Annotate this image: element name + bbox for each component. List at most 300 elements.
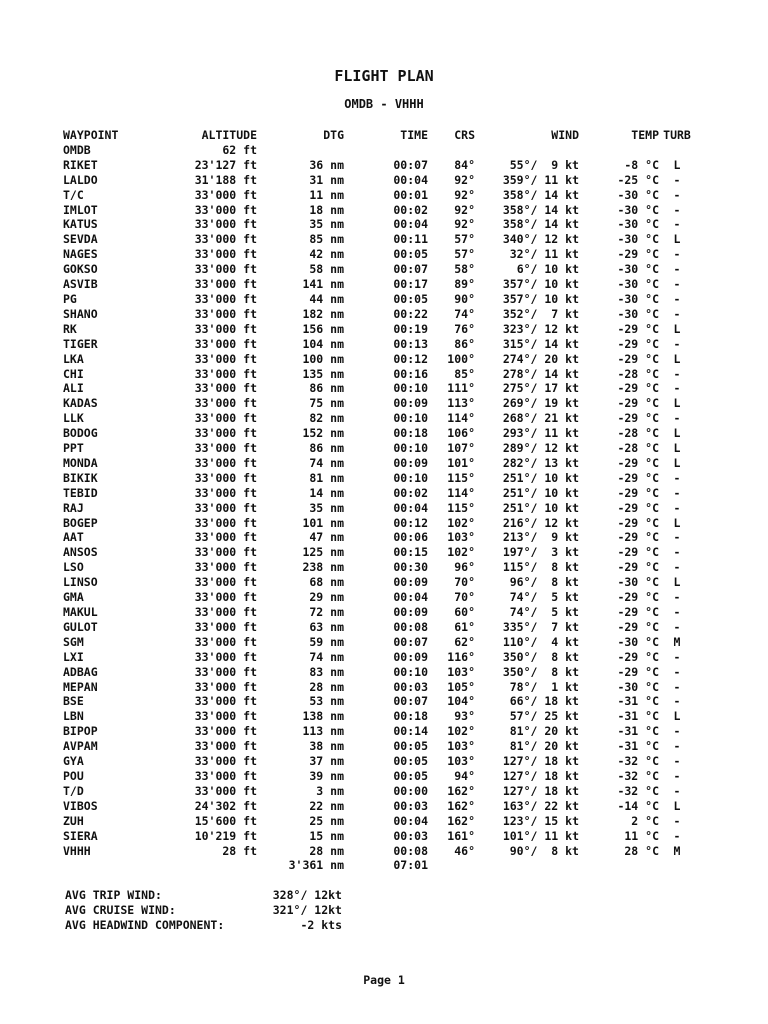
table-row	[63, 471, 695, 486]
course-cell: 85°	[454, 366, 475, 381]
table-row	[63, 754, 695, 769]
waypoint-cell: RIKET	[63, 157, 98, 172]
dtg-cell: 35 nm	[309, 217, 344, 232]
turbulence-cell: -	[673, 485, 681, 500]
table-row	[63, 292, 695, 307]
waypoint-cell: GOKSO	[63, 262, 98, 277]
time-cell: 00:01	[393, 187, 428, 202]
altitude-cell: 33'000 ft	[194, 709, 257, 724]
table-row	[63, 575, 695, 590]
time-cell: 00:09	[393, 396, 428, 411]
waypoint-cell: ADBAG	[63, 664, 98, 679]
table-row	[63, 724, 695, 739]
waypoint-cell: SHANO	[63, 306, 98, 321]
dtg-cell: 125 nm	[302, 545, 344, 560]
altitude-cell: 33'000 ft	[194, 247, 257, 262]
time-cell: 00:12	[393, 515, 428, 530]
wind-cell: 352°/ 7 kt	[502, 306, 579, 321]
dtg-cell: 37 nm	[309, 754, 344, 769]
time-cell: 00:07	[393, 157, 428, 172]
table-row	[63, 516, 695, 531]
avg-headwind-value: -2 kts	[300, 918, 342, 932]
course-cell: 62°	[454, 634, 475, 649]
course-cell: 102°	[447, 724, 475, 739]
waypoint-cell: BSE	[63, 694, 84, 709]
dtg-cell: 113 nm	[302, 724, 344, 739]
table-row	[63, 844, 695, 859]
turbulence-cell: L	[673, 798, 681, 813]
time-cell: 00:04	[393, 172, 428, 187]
wind-cell: 358°/ 14 kt	[502, 202, 579, 217]
altitude-cell: 33'000 ft	[194, 277, 257, 292]
turbulence-cell: -	[673, 247, 681, 262]
temp-cell: -29 °C	[617, 605, 659, 619]
dtg-cell: 36 nm	[309, 157, 344, 172]
altitude-cell: 33'000 ft	[194, 783, 257, 798]
temp-cell: -28 °C	[617, 366, 659, 381]
table-row	[63, 158, 695, 173]
altitude-cell: 33'000 ft	[194, 381, 257, 396]
waypoint-cell: OMDB	[63, 142, 91, 157]
course-cell	[428, 143, 475, 158]
waypoint-cell: T/C	[63, 187, 84, 202]
time-cell: 00:18	[393, 426, 428, 441]
wind-cell: 127°/ 18 kt	[502, 768, 579, 783]
turbulence-cell: L	[673, 351, 681, 366]
course-cell: 102°	[447, 515, 475, 530]
altitude-cell: 33'000 ft	[194, 336, 257, 351]
turbulence-cell: L	[673, 575, 681, 590]
wind-cell: 81°/ 20 kt	[509, 739, 579, 754]
turbulence-cell: -	[673, 828, 681, 843]
dtg-cell: 82 nm	[309, 411, 344, 426]
temp-cell: -30 °C	[617, 217, 659, 232]
avg-cruise-wind-value: 321°/ 12kt	[272, 903, 342, 917]
waypoint-cell: GULOT	[63, 619, 98, 634]
wind-cell: 74°/ 5 kt	[509, 590, 579, 605]
course-cell: 70°	[454, 575, 475, 590]
altitude-cell: 33'000 ft	[194, 545, 257, 560]
waypoint-cell: RK	[63, 321, 77, 336]
turbulence-cell: -	[673, 187, 681, 202]
dtg-cell: 42 nm	[309, 247, 344, 262]
dtg-cell: 74 nm	[309, 455, 344, 470]
table-row	[63, 545, 695, 560]
time-cell	[344, 143, 428, 158]
wind-cell: 197°/ 3 kt	[502, 545, 579, 560]
dtg-cell: 22 nm	[309, 798, 344, 813]
altitude-cell: 33'000 ft	[194, 694, 257, 709]
totals-spacer	[475, 858, 579, 873]
turbulence-cell: M	[673, 634, 681, 649]
altitude-cell: 33'000 ft	[194, 411, 257, 426]
altitude-cell: 33'000 ft	[194, 560, 257, 575]
waypoint-cell: ANSOS	[63, 545, 98, 560]
turbulence-cell: L	[673, 441, 681, 456]
table-row	[63, 605, 695, 620]
waypoint-cell: RAJ	[63, 500, 84, 515]
table-row	[63, 620, 695, 635]
dtg-cell: 14 nm	[309, 485, 344, 500]
wind-cell: 323°/ 12 kt	[502, 321, 579, 336]
table-row	[63, 560, 695, 575]
waypoint-cell: GYA	[63, 754, 84, 769]
waypoint-cell: VHHH	[63, 843, 91, 858]
altitude-cell: 33'000 ft	[194, 306, 257, 321]
table-row	[63, 203, 695, 218]
course-cell: 92°	[454, 172, 475, 187]
altitude-cell: 33'000 ft	[194, 187, 257, 202]
waypoint-cell: CHI	[63, 366, 84, 381]
course-cell: 114°	[447, 485, 475, 500]
wind-cell: 275°/ 17 kt	[502, 381, 579, 396]
turbulence-cell: -	[673, 694, 681, 709]
header-altitude: ALTITUDE	[201, 128, 257, 142]
wind-cell: 90°/ 8 kt	[509, 843, 579, 858]
waypoint-cell: LXI	[63, 649, 84, 664]
time-cell: 00:05	[393, 291, 428, 306]
temp-cell: -28 °C	[617, 441, 659, 456]
turbulence-cell: -	[673, 619, 681, 634]
course-cell: 70°	[454, 590, 475, 605]
temp-cell: -29 °C	[617, 336, 659, 351]
time-cell: 00:02	[393, 485, 428, 500]
turbulence-cell: -	[673, 500, 681, 515]
temp-cell: -29 °C	[617, 649, 659, 664]
dtg-cell: 156 nm	[302, 321, 344, 336]
course-cell: 111°	[447, 381, 475, 396]
temp-cell: -29 °C	[617, 590, 659, 605]
time-cell: 00:04	[393, 500, 428, 515]
table-row	[63, 739, 695, 754]
dtg-cell: 59 nm	[309, 634, 344, 649]
dtg-cell: 58 nm	[309, 262, 344, 277]
dtg-cell: 31 nm	[309, 172, 344, 187]
time-cell: 00:06	[393, 530, 428, 545]
table-row	[63, 337, 695, 352]
temp-cell: 28 °C	[624, 843, 659, 858]
course-cell: 106°	[447, 426, 475, 441]
temp-cell: -29 °C	[617, 396, 659, 411]
wind-cell: 251°/ 10 kt	[502, 500, 579, 515]
wind-cell: 269°/ 19 kt	[502, 396, 579, 411]
table-row	[63, 381, 695, 396]
altitude-cell: 33'000 ft	[194, 530, 257, 545]
dtg-cell: 53 nm	[309, 694, 344, 709]
time-cell: 00:09	[393, 649, 428, 664]
time-cell: 00:10	[393, 381, 428, 396]
temp-cell: -30 °C	[617, 679, 659, 694]
altitude-cell: 15'600 ft	[194, 813, 257, 828]
table-row	[63, 680, 695, 695]
waypoint-cell: NAGES	[63, 247, 98, 262]
altitude-cell: 33'000 ft	[194, 649, 257, 664]
time-cell: 00:04	[393, 590, 428, 605]
temp-cell: -25 °C	[617, 172, 659, 187]
table-row	[63, 352, 695, 367]
time-cell: 00:07	[393, 694, 428, 709]
course-cell: 94°	[454, 768, 475, 783]
turbulence-cell: -	[673, 679, 681, 694]
dtg-cell: 63 nm	[309, 619, 344, 634]
wind-cell: 123°/ 15 kt	[502, 813, 579, 828]
temp-cell: -29 °C	[617, 619, 659, 634]
turbulence-cell: L	[673, 157, 681, 172]
time-cell: 00:09	[393, 575, 428, 590]
time-cell: 00:30	[393, 560, 428, 575]
temp-cell: -31 °C	[617, 709, 659, 724]
header-waypoint: WAYPOINT	[63, 128, 119, 142]
altitude-cell: 33'000 ft	[194, 679, 257, 694]
altitude-cell: 33'000 ft	[194, 619, 257, 634]
wind-cell: 57°/ 25 kt	[509, 709, 579, 724]
time-cell: 00:02	[393, 202, 428, 217]
course-cell: 103°	[447, 739, 475, 754]
dtg-cell: 11 nm	[309, 187, 344, 202]
temp-cell: -31 °C	[617, 739, 659, 754]
altitude-cell: 33'000 ft	[194, 217, 257, 232]
temp-cell: -30 °C	[617, 202, 659, 217]
course-cell: 86°	[454, 336, 475, 351]
time-cell: 00:04	[393, 813, 428, 828]
header-turb: TURB	[663, 128, 691, 142]
table-row	[63, 307, 695, 322]
course-cell: 105°	[447, 679, 475, 694]
temp-cell: -29 °C	[617, 664, 659, 679]
time-cell: 00:10	[393, 664, 428, 679]
turbulence-cell: -	[673, 754, 681, 769]
table-row	[63, 247, 695, 262]
time-cell: 00:05	[393, 768, 428, 783]
time-cell: 00:00	[393, 783, 428, 798]
table-row	[63, 769, 695, 784]
wind-cell: 358°/ 14 kt	[502, 217, 579, 232]
turbulence-cell: -	[673, 172, 681, 187]
temp-cell: -30 °C	[617, 291, 659, 306]
turbulence-cell: L	[673, 455, 681, 470]
course-cell: 46°	[454, 843, 475, 858]
dtg-cell: 25 nm	[309, 813, 344, 828]
time-cell: 00:08	[393, 843, 428, 858]
course-cell: 113°	[447, 396, 475, 411]
course-cell: 92°	[454, 202, 475, 217]
turbulence-cell: -	[673, 590, 681, 605]
dtg-cell: 28 nm	[309, 843, 344, 858]
time-cell: 00:15	[393, 545, 428, 560]
table-row	[63, 814, 695, 829]
waypoint-cell: BOGEP	[63, 515, 98, 530]
wind-cell: 55°/ 9 kt	[509, 157, 579, 172]
turbulence-cell: -	[673, 724, 681, 739]
table-row	[63, 367, 695, 382]
wind-cell: 289°/ 12 kt	[502, 441, 579, 456]
waypoint-cell: KADAS	[63, 396, 98, 411]
wind-cell: 163°/ 22 kt	[502, 798, 579, 813]
course-cell: 57°	[454, 247, 475, 262]
dtg-cell: 138 nm	[302, 709, 344, 724]
dtg-cell: 29 nm	[309, 590, 344, 605]
turbulence-cell: -	[673, 739, 681, 754]
waypoint-cell: LALDO	[63, 172, 98, 187]
altitude-cell: 33'000 ft	[194, 739, 257, 754]
dtg-cell: 182 nm	[302, 306, 344, 321]
temp-cell: -30 °C	[617, 262, 659, 277]
total-dtg: 3'361 nm	[288, 858, 344, 873]
altitude-cell: 28 ft	[222, 843, 257, 858]
time-cell: 00:10	[393, 470, 428, 485]
course-cell: 115°	[447, 500, 475, 515]
time-cell: 00:11	[393, 232, 428, 247]
turbulence-cell: -	[673, 366, 681, 381]
totals-spacer	[659, 858, 695, 873]
turbulence-cell	[659, 143, 695, 158]
dtg-cell: 44 nm	[309, 291, 344, 306]
turbulence-cell: -	[673, 277, 681, 292]
time-cell: 00:05	[393, 247, 428, 262]
wind-cell: 350°/ 8 kt	[502, 664, 579, 679]
waypoint-cell: MONDA	[63, 455, 98, 470]
wind-cell: 357°/ 10 kt	[502, 291, 579, 306]
table-row	[63, 530, 695, 545]
wind-cell: 213°/ 9 kt	[502, 530, 579, 545]
dtg-cell: 72 nm	[309, 605, 344, 619]
course-cell: 115°	[447, 470, 475, 485]
turbulence-cell: L	[673, 426, 681, 441]
time-cell: 00:03	[393, 798, 428, 813]
route-subtitle: OMDB - VHHH	[344, 97, 424, 111]
dtg-cell: 238 nm	[302, 560, 344, 575]
wind-cell: 101°/ 11 kt	[502, 828, 579, 843]
course-cell: 162°	[447, 783, 475, 798]
temp-cell: -30 °C	[617, 306, 659, 321]
table-row	[63, 665, 695, 680]
altitude-cell: 33'000 ft	[194, 634, 257, 649]
course-cell: 90°	[454, 291, 475, 306]
wind-cell: 359°/ 11 kt	[502, 172, 579, 187]
waypoint-cell: ALI	[63, 381, 84, 396]
course-cell: 104°	[447, 694, 475, 709]
turbulence-cell: -	[673, 262, 681, 277]
time-cell: 00:07	[393, 262, 428, 277]
course-cell: 92°	[454, 217, 475, 232]
table-row	[63, 456, 695, 471]
temp-cell: -30 °C	[617, 277, 659, 292]
course-cell: 107°	[447, 441, 475, 456]
wind-cell: 127°/ 18 kt	[502, 754, 579, 769]
time-cell: 00:08	[393, 619, 428, 634]
wind-cell	[475, 143, 579, 158]
turbulence-cell: -	[673, 306, 681, 321]
page-number: Page 1	[363, 973, 405, 987]
document-title: FLIGHT PLAN	[334, 67, 434, 85]
time-cell: 00:05	[393, 739, 428, 754]
waypoint-cell: PG	[63, 291, 77, 306]
altitude-cell: 33'000 ft	[194, 575, 257, 590]
altitude-cell: 33'000 ft	[194, 500, 257, 515]
time-cell: 00:22	[393, 306, 428, 321]
dtg-cell: 81 nm	[309, 470, 344, 485]
waypoint-cell: SGM	[63, 634, 84, 649]
temp-cell: 11 °C	[624, 828, 659, 843]
temp-cell	[579, 143, 659, 158]
turbulence-cell: -	[673, 530, 681, 545]
course-cell: 74°	[454, 306, 475, 321]
temp-cell: -29 °C	[617, 455, 659, 470]
wind-cell: 74°/ 5 kt	[509, 605, 579, 619]
altitude-cell: 33'000 ft	[194, 470, 257, 485]
waypoint-cell: SIERA	[63, 828, 98, 843]
altitude-cell: 33'000 ft	[194, 202, 257, 217]
wind-cell: 278°/ 14 kt	[502, 366, 579, 381]
altitude-cell: 33'000 ft	[194, 351, 257, 366]
waypoint-cell: KATUS	[63, 217, 98, 232]
altitude-cell: 10'219 ft	[194, 828, 257, 843]
turbulence-cell: -	[673, 291, 681, 306]
course-cell: 89°	[454, 277, 475, 292]
table-row	[63, 486, 695, 501]
temp-cell: -31 °C	[617, 724, 659, 739]
time-cell: 00:17	[393, 277, 428, 292]
temp-cell: -32 °C	[617, 783, 659, 798]
time-cell: 00:13	[393, 336, 428, 351]
temp-cell: -30 °C	[617, 232, 659, 247]
turbulence-cell: M	[673, 843, 681, 858]
wind-cell: 216°/ 12 kt	[502, 515, 579, 530]
time-cell: 00:07	[393, 634, 428, 649]
waypoint-cell: GMA	[63, 590, 84, 605]
altitude-cell: 33'000 ft	[194, 291, 257, 306]
header-crs: CRS	[454, 128, 475, 142]
dtg-cell	[257, 143, 344, 158]
turbulence-cell: -	[673, 768, 681, 783]
course-cell: 84°	[454, 157, 475, 172]
dtg-cell: 35 nm	[309, 500, 344, 515]
time-cell: 00:16	[393, 366, 428, 381]
altitude-cell: 33'000 ft	[194, 321, 257, 336]
temp-cell: -14 °C	[617, 798, 659, 813]
total-time: 07:01	[393, 858, 428, 873]
totals-row	[63, 858, 695, 873]
waypoint-cell: IMLOT	[63, 202, 98, 217]
waypoint-cell: AVPAM	[63, 739, 98, 754]
table-row	[63, 635, 695, 650]
avg-headwind-label: AVG HEADWIND COMPONENT:	[65, 918, 225, 932]
altitude-cell: 33'000 ft	[194, 515, 257, 530]
waypoint-cell: MAKUL	[63, 605, 98, 619]
dtg-cell: 74 nm	[309, 649, 344, 664]
temp-cell: -29 °C	[617, 530, 659, 545]
temp-cell: -29 °C	[617, 515, 659, 530]
table-row	[63, 396, 695, 411]
dtg-cell: 39 nm	[309, 768, 344, 783]
wind-cell: 251°/ 10 kt	[502, 485, 579, 500]
time-cell: 00:03	[393, 679, 428, 694]
waypoint-cell: TEBID	[63, 485, 98, 500]
altitude-cell: 33'000 ft	[194, 441, 257, 456]
time-cell: 00:12	[393, 351, 428, 366]
table-row	[63, 694, 695, 709]
time-cell: 00:03	[393, 828, 428, 843]
turbulence-cell: -	[673, 217, 681, 232]
wind-cell: 96°/ 8 kt	[509, 575, 579, 590]
turbulence-cell: L	[673, 396, 681, 411]
waypoint-cell: LSO	[63, 560, 84, 575]
table-row	[63, 441, 695, 456]
dtg-cell: 104 nm	[302, 336, 344, 351]
table-row	[63, 501, 695, 516]
dtg-cell: 68 nm	[309, 575, 344, 590]
wind-cell: 358°/ 14 kt	[502, 187, 579, 202]
